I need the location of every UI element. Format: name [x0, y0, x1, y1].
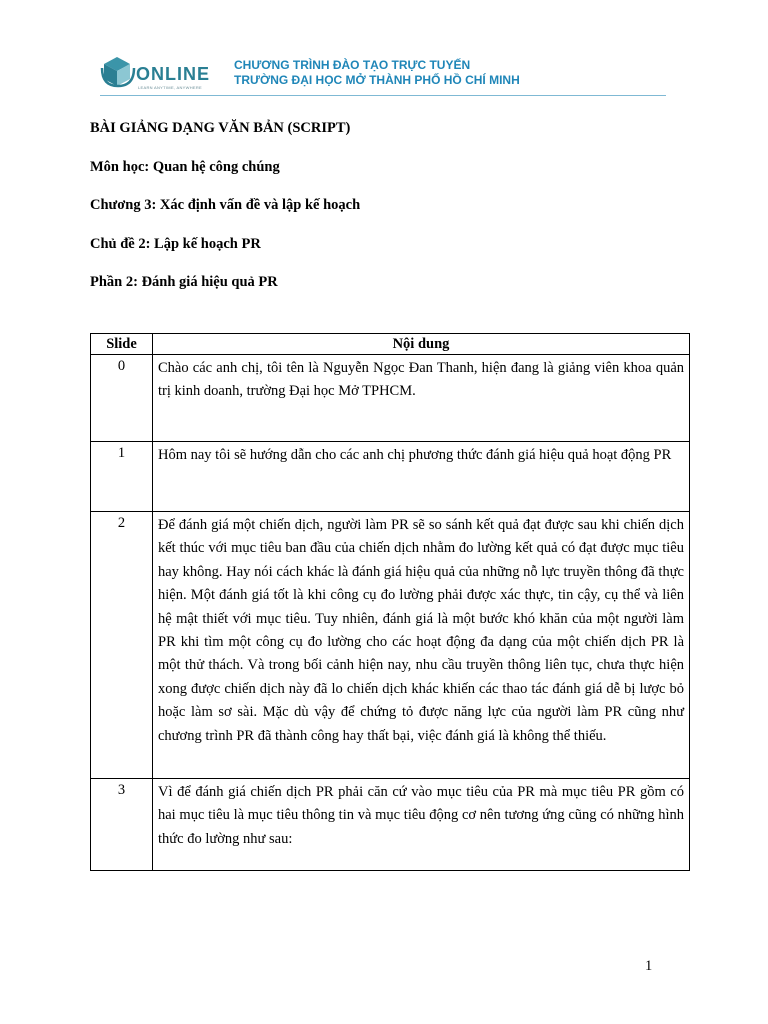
slide-text: Chào các anh chị, tôi tên là Nguyễn Ngọc Đan Thanh, hiện đang là giảng viên khoa quản trị kinh doanh, trường Đại học Mở TPHCM. [153, 355, 690, 442]
online-logo [100, 50, 210, 94]
program-title: CHƯƠNG TRÌNH ĐÀO TẠO TRỰC TUYẾN [234, 58, 471, 72]
slide-number: 3 [91, 779, 153, 871]
slide-column-header: Slide [91, 334, 153, 355]
doc-type-heading: BÀI GIẢNG DẠNG VĂN BẢN (SCRIPT) [90, 120, 351, 136]
table-row [91, 512, 690, 779]
logo-cube-icon [100, 54, 136, 88]
page-number: 1 [645, 958, 653, 974]
slide-number: 0 [91, 355, 153, 442]
chapter-heading: Chương 3: Xác định vấn đề và lập kế hoạch [90, 197, 361, 213]
table-row [91, 779, 690, 871]
slide-text: Vì để đánh giá chiến dịch PR phải căn cứ vào mục tiêu của PR mà mục tiêu PR gồm có hai mục tiêu là mục tiêu thông tin và mục tiêu động cơ nên tương ứng cũng có những hình thức đo lường như sau: [153, 779, 690, 871]
slide-number: 1 [91, 442, 153, 512]
logo-text: ONLINE [136, 64, 211, 84]
content-column-header: Nội dung [153, 334, 690, 355]
part-heading: Phần 2: Đánh giá hiệu quả PR [90, 274, 278, 290]
university-name: TRƯỜNG ĐẠI HỌC MỞ THÀNH PHỐ HỒ CHÍ MINH [234, 73, 520, 87]
header-divider [100, 95, 666, 96]
document-meta [90, 120, 360, 313]
subject-heading: Môn học: Quan hệ công chúng [90, 158, 280, 175]
script-table [90, 333, 690, 871]
slide-number: 2 [91, 512, 153, 779]
table-header-row [91, 334, 690, 355]
table-row [91, 442, 690, 512]
slide-text: Để đánh giá một chiến dịch, người làm PR sẽ so sánh kết quả đạt được sau khi chiến dịch kết thúc với mục tiêu ban đầu của chiến dịch nhằm đo lường kết quả có đạt được mục tiêu hay không. Hay nói cách khác là đánh giá hiệu quả của những nỗ lực truyền thông đã thực hiện. Một đánh giá tốt là khi công cụ đo lường phải được xác thực, tin cậy, cụ thể và liên hệ mật thiết với mục tiêu. Tuy nhiên, đánh giá là một bước khó khăn của một người làm PR khi tìm một công cụ đo lường cho các hoạt động đa dạng của một chiến dịch PR là một thử thách. Và trong bối cảnh hiện nay, nhu cầu truyền thông liên tục, chưa thực hiện xong được chiến dịch này đã lo chiến dịch khác khiến các thao tác đánh giá dễ bị lược bỏ hoặc làm sơ sài. Mặc dù vậy để chứng tỏ được năng lực của người làm PR cũng như chương trình PR đã thành công hay thất bại, việc đánh giá là không thể thiếu. [153, 512, 690, 779]
page-header [100, 50, 666, 96]
header-titles [234, 58, 520, 88]
topic-heading: Chủ đề 2: Lập kế hoạch PR [90, 235, 261, 252]
logo-tagline: LEARN ANYTIME, ANYWHERE [138, 85, 203, 90]
table-row [91, 355, 690, 442]
slide-text: Hôm nay tôi sẽ hướng dẫn cho các anh chị phương thức đánh giá hiệu quả hoạt động PR [153, 442, 690, 512]
